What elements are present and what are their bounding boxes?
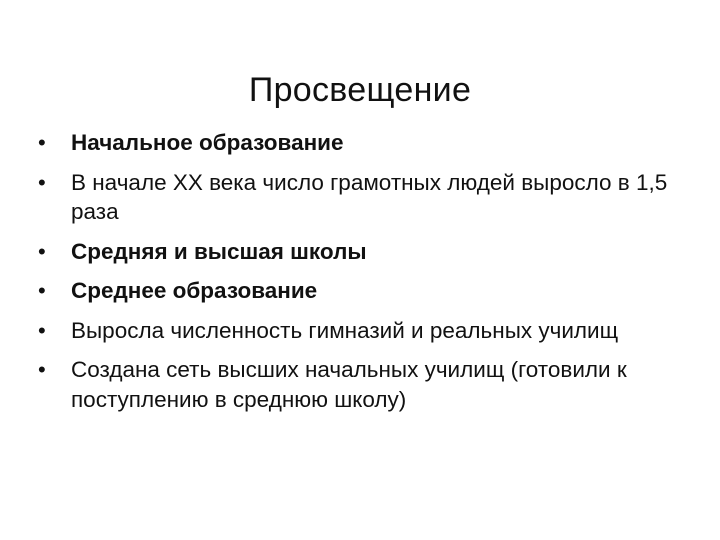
list-item bbox=[38, 276, 688, 306]
bullet-icon: • bbox=[38, 238, 46, 264]
bullet-text: Создана сеть высших начальных училищ (готовили к поступлению в среднюю школу) bbox=[71, 357, 627, 412]
bullet-text: Средняя и высшая школы bbox=[71, 238, 367, 264]
bullet-icon: • bbox=[38, 130, 46, 155]
bullet-text: Выросла численность гимназий и реальных училищ bbox=[71, 317, 619, 343]
bullet-icon: • bbox=[38, 169, 46, 195]
bullet-text: В начале XX века число грамотных людей выросло в 1,5 раза bbox=[71, 169, 668, 224]
list-item bbox=[38, 168, 688, 227]
list-item bbox=[38, 316, 688, 346]
bullet-list bbox=[38, 128, 688, 424]
slide-title: Просвещение bbox=[248, 70, 472, 109]
bullet-text: Начальное образование bbox=[71, 130, 344, 155]
bullet-text: Среднее образование bbox=[71, 278, 318, 303]
list-item bbox=[38, 237, 688, 267]
bullet-icon: • bbox=[38, 357, 46, 382]
bullet-icon: • bbox=[38, 278, 46, 303]
list-item bbox=[38, 128, 688, 158]
list-item bbox=[38, 355, 688, 414]
bullet-icon: • bbox=[38, 317, 46, 343]
